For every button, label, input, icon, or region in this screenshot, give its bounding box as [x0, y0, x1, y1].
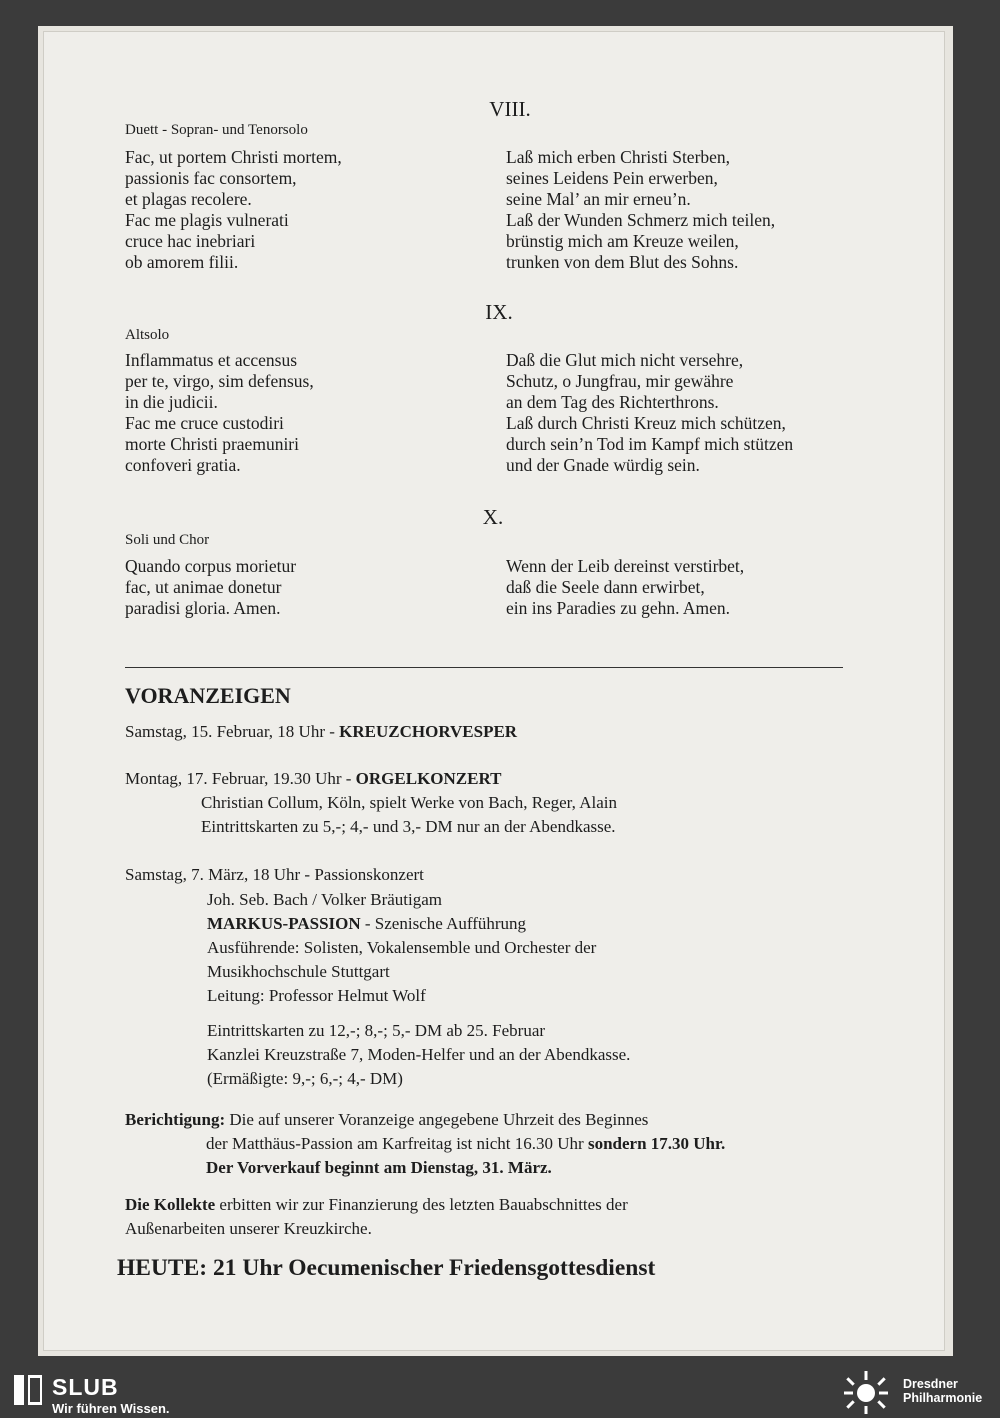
verse-line: seine Mal’ an mir erneu’n.	[506, 189, 691, 209]
verse-line: fac, ut animae donetur	[125, 577, 282, 597]
verse-line: Schutz, o Jungfrau, mir gewähre	[506, 371, 734, 391]
partner-line-1: Dresdner	[903, 1377, 958, 1391]
announcements-heading: VORANZEIGEN	[125, 683, 291, 708]
verse-line: Fac me cruce custodiri	[125, 413, 284, 433]
event-date: Samstag, 7. März, 18 Uhr - Passionskonzert	[125, 865, 424, 884]
event-kreuzchorvesper	[125, 721, 517, 742]
german-stanza-ix	[506, 350, 793, 476]
correction-text: der Matthäus-Passion am Karfreitag ist nicht 16.30 Uhr	[206, 1134, 588, 1153]
section-numeral-viii: VIII.	[489, 97, 531, 121]
german-stanza-viii	[506, 147, 775, 273]
event-orgelkonzert-details	[201, 792, 617, 837]
library-tagline: Wir führen Wissen.	[52, 1401, 170, 1416]
work-note: - Szenische Aufführung	[360, 914, 527, 933]
verse-line: Laß durch Christi Kreuz mich schützen,	[506, 413, 786, 433]
collection-notice	[125, 1194, 628, 1239]
correction-line-3	[206, 1157, 725, 1178]
latin-stanza-viii	[125, 147, 342, 273]
correction-notice	[125, 1109, 648, 1130]
verse-line: Daß die Glut mich nicht versehre,	[506, 350, 744, 370]
verse-line: Fac me plagis vulnerati	[125, 210, 289, 230]
detail-line: Christian Collum, Köln, spielt Werke von Bach, Reger, Alain	[201, 793, 617, 812]
detail-line: Ausführende: Solisten, Vokalensemble und Orchester der	[207, 938, 597, 957]
event-date: Montag, 17. Februar, 19.30 Uhr -	[125, 769, 352, 788]
verse-line: seines Leidens Pein erwerben,	[506, 168, 718, 188]
latin-stanza-x	[125, 556, 296, 619]
verse-line: und der Gnade würdig sein.	[506, 455, 700, 475]
collection-line-2: Außenarbeiten unserer Kreuzkirche.	[125, 1219, 372, 1238]
section-numeral-ix: IX.	[485, 300, 513, 324]
ticket-line: Kanzlei Kreuzstraße 7, Moden-Helfer und an der Abendkasse.	[207, 1045, 631, 1064]
event-orgelkonzert	[125, 768, 502, 789]
verse-line: Laß der Wunden Schmerz mich teilen,	[506, 210, 776, 230]
slub-logo-icon	[14, 1375, 42, 1405]
section-numeral-x: X.	[482, 505, 504, 529]
german-stanza-x	[506, 556, 744, 619]
verse-line: et plagas recolere.	[125, 189, 252, 209]
section-voice-x: Soli und Chor	[125, 532, 210, 548]
verse-line: durch sein’n Tod im Kampf mich stützen	[506, 434, 794, 454]
collection-label: Die Kollekte	[125, 1195, 216, 1214]
section-divider	[125, 667, 843, 668]
correction-line-2	[206, 1133, 725, 1154]
verse-line: an dem Tag des Richterthrons.	[506, 392, 719, 412]
collection-line-1	[125, 1194, 628, 1215]
work-line	[207, 913, 630, 934]
verse-line: per te, virgo, sim defensus,	[125, 371, 314, 391]
library-name: SLUB	[52, 1374, 119, 1400]
presale-note: Der Vorverkauf beginnt am Dienstag, 31. März.	[206, 1158, 552, 1177]
detail-line: Musikhochschule Stuttgart	[207, 962, 390, 981]
verse-line: ein ins Paradies zu gehn. Amen.	[506, 598, 731, 618]
verse-line: morte Christi praemuniri	[125, 434, 299, 454]
section-voice-ix: Altsolo	[125, 327, 170, 343]
section-voice-viii: Duett - Sopran- und Tenorsolo	[125, 122, 308, 138]
today-service: HEUTE: 21 Uhr Oecumenischer Friedensgottesdienst	[117, 1255, 656, 1281]
event-title: ORGELKONZERT	[355, 769, 502, 788]
partner-line-2: Philharmonie	[903, 1391, 983, 1405]
latin-stanza-ix	[125, 350, 314, 476]
partner-name	[903, 1377, 982, 1405]
event-passionskonzert	[125, 864, 424, 885]
verse-line: paradisi gloria. Amen.	[125, 598, 281, 618]
correction-label: Berichtigung:	[125, 1110, 226, 1129]
verse-line: trunken von dem Blut des Sohns.	[506, 252, 739, 272]
work-title: MARKUS-PASSION	[207, 914, 361, 933]
ticket-line: (Ermäßigte: 9,-; 6,-; 4,- DM)	[207, 1069, 403, 1088]
event-title: KREUZCHORVESPER	[339, 722, 518, 741]
verse-line: confoveri gratia.	[125, 455, 241, 475]
correction-line-1	[125, 1109, 648, 1130]
verse-line: Inflammatus et accensus	[125, 350, 298, 370]
verse-line: Laß mich erben Christi Sterben,	[506, 147, 731, 167]
verse-line: Wenn der Leib dereinst verstirbet,	[506, 556, 745, 576]
event-date: Samstag, 15. Februar, 18 Uhr -	[125, 722, 335, 741]
verse-line: daß die Seele dann erwirbet,	[506, 577, 705, 597]
detail-line: Leitung: Professor Helmut Wolf	[207, 986, 426, 1005]
detail-line: Eintrittskarten zu 5,-; 4,- und 3,- DM nur an der Abendkasse.	[201, 817, 616, 836]
verse-line: in die judicii.	[125, 392, 218, 412]
verse-line: ob amorem filii.	[125, 252, 239, 272]
collection-text: erbitten wir zur Finanzierung des letzten Bauabschnittes der	[215, 1195, 628, 1214]
composer-line: Joh. Seb. Bach / Volker Bräutigam	[207, 890, 442, 909]
correction-continuation	[206, 1133, 725, 1178]
event-passionskonzert-details	[207, 889, 630, 1089]
verse-line: Quando corpus morietur	[125, 556, 297, 576]
footer-bar	[0, 1366, 1000, 1418]
philharmonie-logo-icon	[838, 1369, 894, 1415]
correction-text: Die auf unserer Voranzeige angegebene Uhrzeit des Beginnes	[225, 1110, 649, 1129]
verse-line: cruce hac inebriari	[125, 231, 256, 251]
verse-line: Fac, ut portem Christi mortem,	[125, 147, 342, 167]
verse-line: passionis fac consortem,	[125, 168, 297, 188]
correction-new-time: sondern 17.30 Uhr.	[587, 1134, 726, 1153]
verse-line: brünstig mich am Kreuze weilen,	[506, 231, 739, 251]
ticket-line: Eintrittskarten zu 12,-; 8,-; 5,- DM ab 25. Februar	[207, 1021, 546, 1040]
